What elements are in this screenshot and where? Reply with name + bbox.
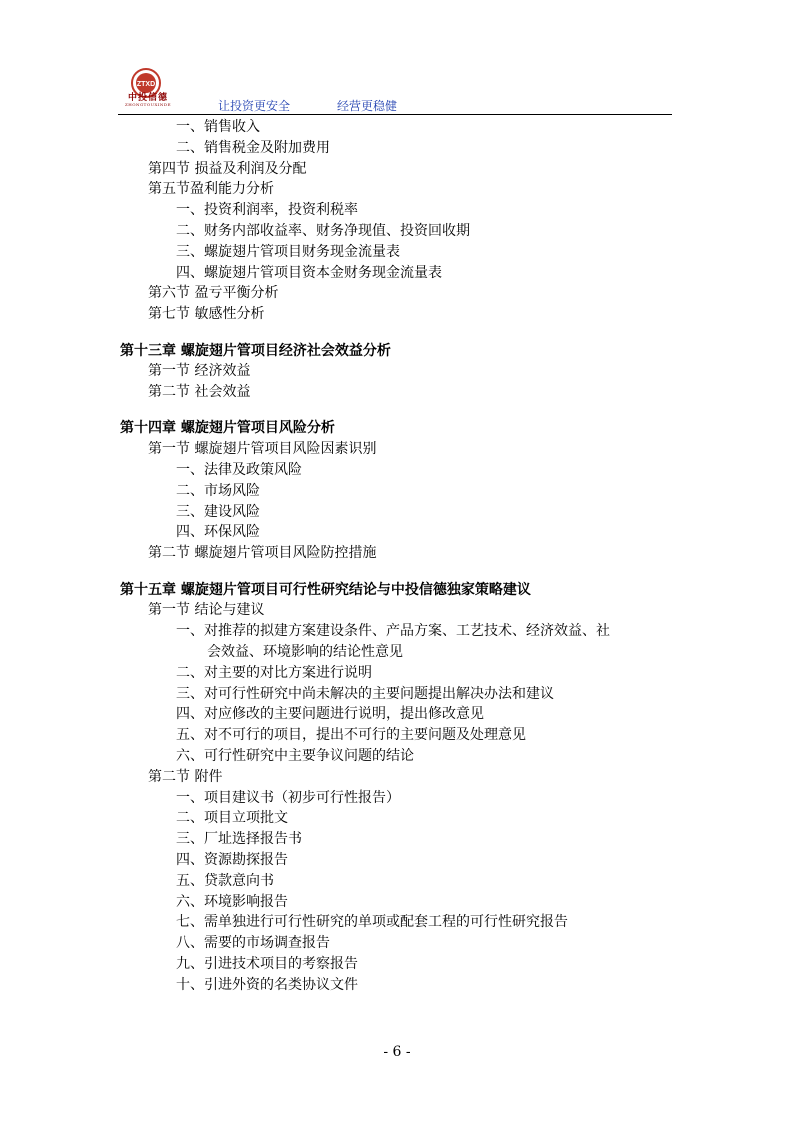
toc-item: 二、财务内部收益率、财务净现值、投资回收期 (176, 223, 470, 239)
toc-item: 六、可行性研究中主要争议问题的结论 (176, 747, 414, 764)
slogan-left: 让投资更安全 (218, 99, 291, 113)
toc-item: 六、环境影响报告 (176, 893, 288, 910)
toc-item: 四、对应修改的主要问题进行说明，提出修改意见 (176, 706, 484, 723)
toc-item: 一、投资利润率，投资利税率 (176, 202, 358, 219)
toc-item: 一、对推荐的拟建方案建设条件、产品方案、工艺技术、经济效益、社 (176, 623, 610, 640)
toc-item: 八、需要的市场调查报告 (176, 935, 330, 952)
logo-brand-subtext: ZHONGTOUXINDE (124, 102, 172, 107)
toc-item: 四、资源勘探报告 (176, 851, 288, 868)
page-header (0, 0, 794, 118)
header-divider (118, 114, 672, 115)
toc-section: 第二节 社会效益 (148, 384, 251, 401)
toc-item: 三、螺旋翅片管项目财务现金流量表 (176, 243, 400, 260)
toc-item: 四、螺旋翅片管项目资本金财务现金流量表 (176, 264, 442, 281)
toc-item: 一、销售收入 (176, 119, 260, 135)
toc-item: 五、对不可行的项目，提出不可行的主要问题及处理意见 (176, 727, 526, 744)
toc-item: 三、对可行性研究中尚未解决的主要问题提出解决办法和建议 (176, 685, 554, 702)
logo-brand-text: 中投信德 (127, 93, 168, 103)
toc-section: 第六节 盈亏平衡分析 (148, 285, 279, 302)
toc-item: 四、环保风险 (176, 524, 260, 541)
toc-item: 五、贷款意向书 (176, 872, 274, 889)
toc-item: 二、对主要的对比方案进行说明 (176, 664, 372, 681)
toc-section: 第四节 损益及利润及分配 (148, 160, 307, 177)
toc-item: 二、项目立项批文 (176, 810, 288, 827)
toc-item: 三、厂址选择报告书 (176, 831, 302, 848)
logo-badge-text: ZTXD (136, 81, 156, 88)
toc-item: 七、需单独进行可行性研究的单项或配套工程的可行性研究报告 (176, 914, 568, 931)
toc-section: 第一节 经济效益 (148, 363, 251, 380)
toc-item: 三、建设风险 (176, 503, 260, 520)
toc-section: 第二节 附件 (148, 768, 223, 785)
toc-item: 一、项目建议书（初步可行性报告） (176, 789, 400, 806)
slogan-right: 经营更稳健 (337, 99, 398, 113)
toc-section: 第一节 螺旋翅片管项目风险因素识别 (148, 441, 377, 458)
toc-section: 第二节 螺旋翅片管项目风险防控措施 (148, 545, 377, 562)
toc-chapter: 第十五章 螺旋翅片管项目可行性研究结论与中投信德独家策略建议 (120, 581, 531, 598)
toc-section: 第五节盈利能力分析 (148, 181, 274, 198)
toc-item: 十、引进外资的名类协议文件 (176, 976, 358, 993)
toc-section: 第七节 敏感性分析 (148, 306, 265, 323)
toc-chapter: 第十三章 螺旋翅片管项目经济社会效益分析 (120, 342, 391, 359)
toc-item: 二、市场风险 (176, 482, 260, 499)
toc-item-continuation: 会效益、环境影响的结论性意见 (207, 643, 403, 660)
toc-section: 第一节 结论与建议 (148, 602, 265, 619)
toc-item: 二、销售税金及附加费用 (176, 139, 330, 156)
page-number: - 6 - (383, 1044, 411, 1060)
toc-item: 九、引进技术项目的考察报告 (176, 955, 358, 972)
toc-chapter: 第十四章 螺旋翅片管项目风险分析 (120, 420, 335, 437)
toc-item: 一、法律及政策风险 (176, 462, 302, 478)
